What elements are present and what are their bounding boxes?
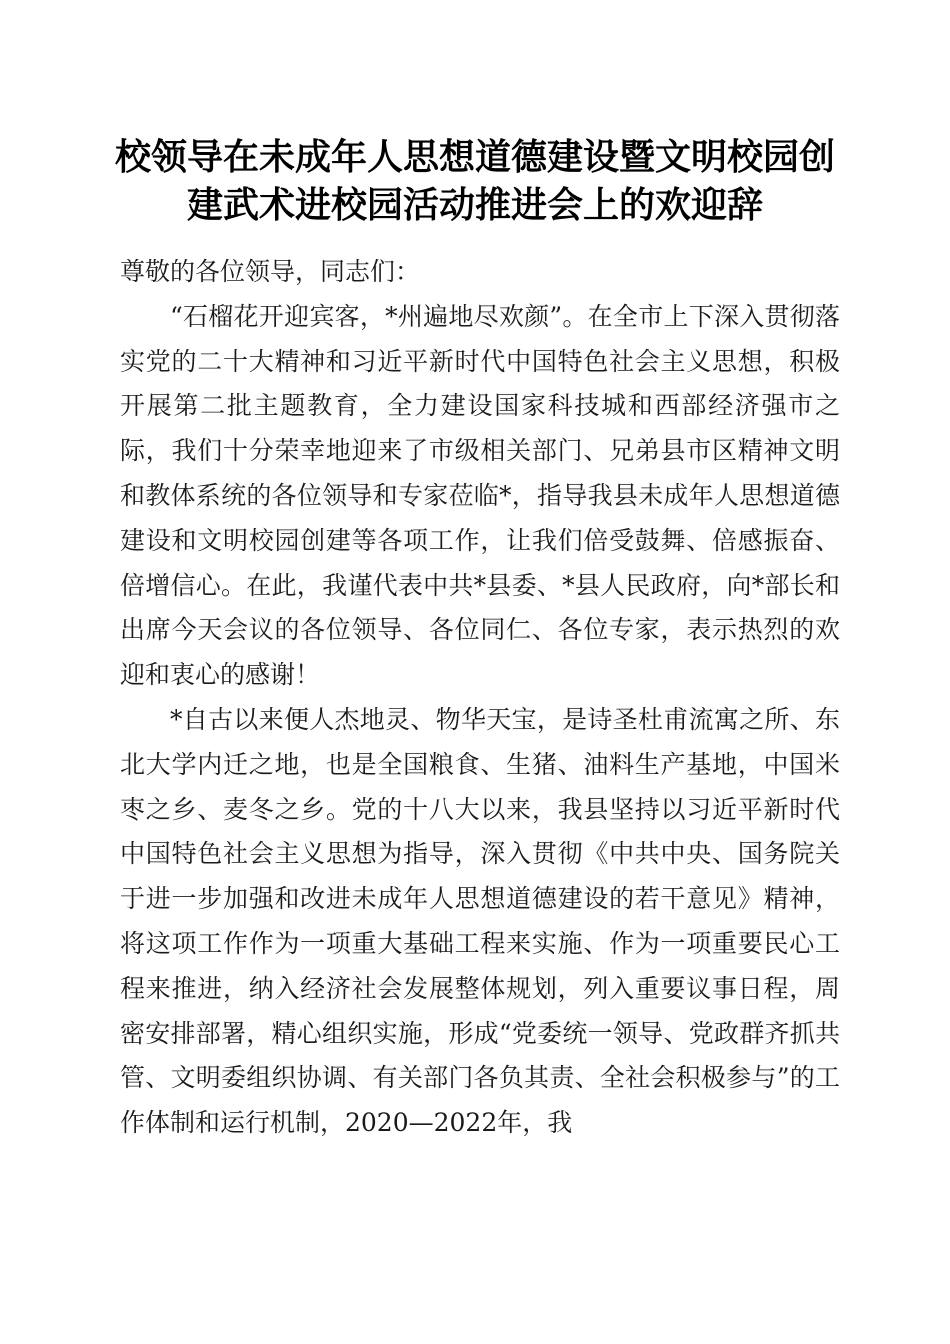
title-line-1: 校领导在未成年人思想道德建设暨文明校园创	[114, 136, 835, 178]
salutation: 尊敬的各位领导，同志们：	[120, 257, 421, 286]
paragraph-welcome: “石榴花开迎宾客，*州遍地尽欢颜”。在全市上下深入贯彻落实党的二十大精神和习近平新时代中国特色社会主义思想，积极开展第二批主题教育，全力建设国家科技城和西部经济强市之际，我们十分荣幸地迎来了市级相关部门、兄弟县市区精神文明和教体系统的各位领导和专家莅临*，指导我县未成年人思想道德建设和文明校园创建等各项工作，让我们倍受鼓舞、倍感振奋、倍增信心。在此，我谨代表中共*县委、*县人民政府，向*部长和出席今天会议的各位领导、各位同仁、各位专家，表示热烈的欢迎和衷心的感谢！	[120, 301, 840, 690]
title-line-2: 建武术进校园活动推进会上的欢迎辞	[186, 184, 763, 226]
paragraph-county-intro: *自古以来便人杰地灵、物华天宝，是诗圣杜甫流寓之所、东北大学内迁之地，也是全国粮食、生猪、油料生产基地，中国米枣之乡、麦冬之乡。党的十八大以来，我县坚持以习近平新时代中国特色社会主义思想为指导，深入贯彻《中共中央、国务院关于进一步加强和改进未成年人思想道德建设的若干意见》精神，将这项工作作为一项重大基础工程来实施、作为一项重要民心工程来推进，纳入经济社会发展整体规划，列入重要议事日程，周密安排部署，精心组织实施，形成“党委统一领导、党政群齐抓共管、文明委组织协调、有关部门各负其责、全社会积极参与”的工作体制和运行机制，2020—2022年，我	[120, 704, 840, 1138]
document-body	[120, 250, 840, 1146]
document-title	[100, 133, 850, 229]
